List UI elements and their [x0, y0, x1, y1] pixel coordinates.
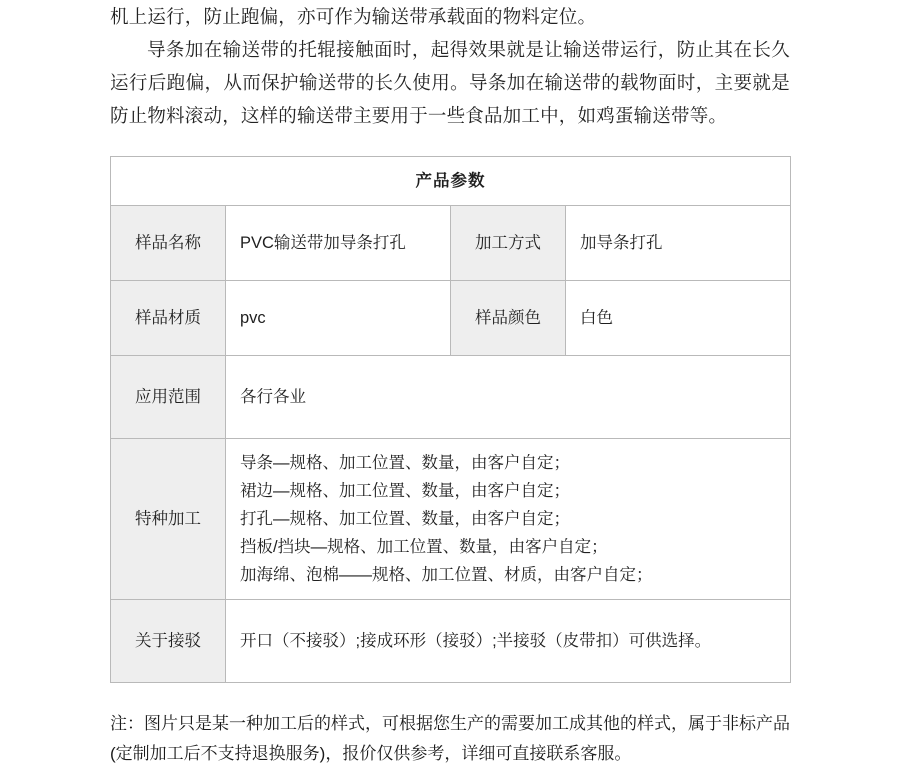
table-title: 产品参数 [111, 157, 791, 206]
cell-value-sample-name: PVC输送带加导条打孔 [226, 206, 451, 281]
special-line: 加海绵、泡棉——规格、加工位置、材质，由客户自定； [240, 566, 653, 584]
table-row [111, 439, 791, 600]
product-parameters-table [110, 156, 791, 683]
special-line: 打孔—规格、加工位置、数量，由客户自定； [240, 510, 570, 528]
cell-label-sample-material: 样品材质 [111, 281, 226, 356]
footer-note: 注：图片只是某一种加工后的样式，可根据您生产的需要加工成其他的样式，属于非标产品(定制加工后不支持退换服务)，报价仅供参考，详细可直接联系客服。 [110, 714, 790, 763]
cell-value-sample-material: pvc [226, 281, 451, 356]
cell-label-special-processing: 特种加工 [111, 439, 226, 600]
table-row [111, 206, 791, 281]
cell-label-sample-color: 样品颜色 [451, 281, 566, 356]
table-row-title [111, 157, 791, 206]
cell-label-process-method: 加工方式 [451, 206, 566, 281]
intro-paragraph-1: 机上运行，防止跑偏，亦可作为输送带承载面的物料定位。 [110, 6, 597, 27]
cell-value-sample-color: 白色 [566, 281, 791, 356]
special-line: 导条—规格、加工位置、数量，由客户自定； [240, 454, 570, 472]
intro-text-block [110, 0, 790, 132]
cell-label-application-range: 应用范围 [111, 356, 226, 439]
cell-label-joint: 关于接驳 [111, 600, 226, 683]
table-row [111, 281, 791, 356]
cell-value-process-method: 加导条打孔 [566, 206, 791, 281]
intro-paragraph-2: 导条加在输送带的托辊接触面时，起得效果就是让输送带运行，防止其在长久运行后跑偏，从而保护输送带的长久使用。导条加在输送带的载物面时，主要就是防止物料滚动，这样的输送带主要用于一些食品加工中，如鸡蛋输送带等。 [110, 39, 790, 126]
table-row [111, 600, 791, 683]
cell-value-application-range: 各行各业 [226, 356, 791, 439]
special-line: 裙边—规格、加工位置、数量，由客户自定； [240, 482, 570, 500]
special-line: 挡板/挡块—规格、加工位置、数量，由客户自定； [240, 538, 608, 556]
cell-value-special-processing [226, 439, 791, 600]
table-row [111, 356, 791, 439]
cell-value-joint: 开口（不接驳）;接成环形（接驳）;半接驳（皮带扣）可供选择。 [226, 600, 791, 683]
cell-label-sample-name: 样品名称 [111, 206, 226, 281]
